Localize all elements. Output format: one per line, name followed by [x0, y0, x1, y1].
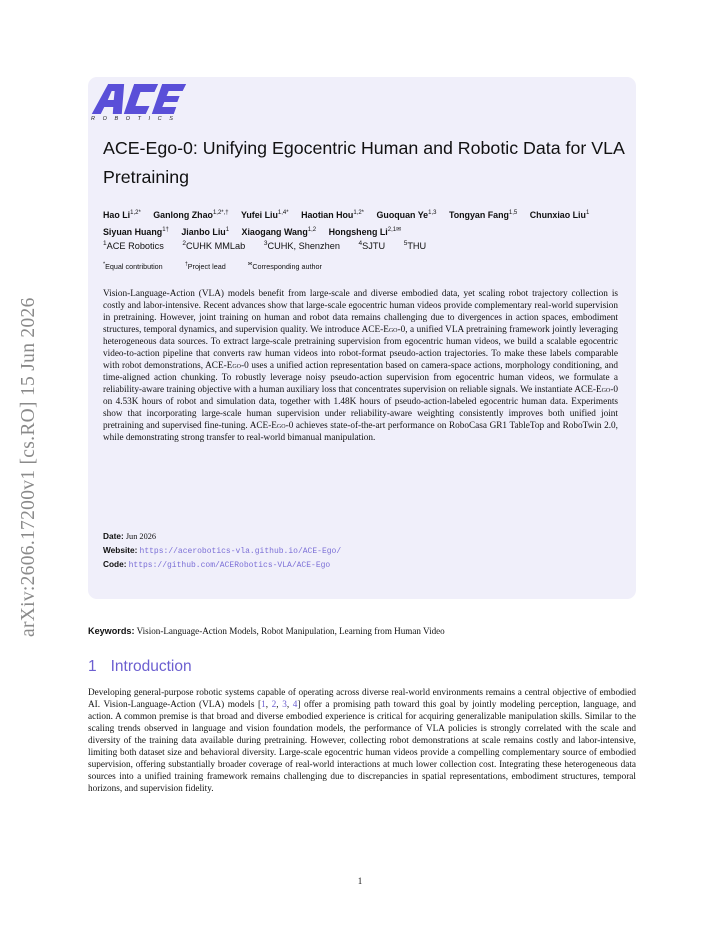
author-list: [103, 206, 633, 240]
website-link[interactable]: https://acerobotics-vla.github.io/ACE-Ego/: [139, 546, 342, 556]
author: Hao $Li^{1,2*}$: [103, 209, 141, 220]
author: Tongyan Fang$^{1,5}$: [448, 209, 518, 220]
date-line: Date: Jun 2026: [103, 531, 157, 541]
logo-subtext: ROBOTICS: [91, 116, 181, 122]
author-notes: [103, 262, 633, 271]
author: Xiaogang Wang$^{1,2}$: [241, 226, 317, 237]
keywords: Keywords: Vision-Language-Action Models, Robot Manipulation, Learning from Human Video: [88, 626, 445, 636]
paper-meta: [103, 530, 623, 573]
code-line: Code: https://github.com/ACERobotics-VLA/ACE-Ego: [103, 559, 331, 570]
paper-title: ACE-Ego-0: Unifying Egocentric Human and Robotic Data for VLA Pretraining: [103, 138, 624, 187]
abstract: Vision-Language-Action (VLA) models benefit from large-scale and diverse embodied data, yet scaling robot trajectory collection is costly and labor-intensive. Recent advances show that large-scale egocentric human videos provide complementary real-world supervision in pretraining. However, joint training on human and robot data remains challenging due to divergences in action spaces, embodiment structures, temporal dynamics, and supervision quality. We introduce ACE-Ego-0, a unified VLA pretraining framework jointly leveraging heterogeneous data sources. To extract large-scale pretraining supervision from egocentric human videos, we build a scalable egocentric video-to-action pipeline that converts raw human videos into robot-format pseudo-action trajectories. To make these labels comparable with robot demonstrations, ACE-Ego-0 uses a unified action representation based on camera-space actions, morphology conditioning, and time-aligned action chunking. To robustly leverage noisy pseudo-action supervision from egocentric human videos, we formulate a reliability-aware training objective with a human auxiliary loss that concentrates supervision on reliable signals. We instantiate ACE-Ego-0 on 4.53K hours of robot and simulation data, together with 1.48K hours of pseudo-action-labeled egocentric human data. Experiments show that incorporating large-scale human supervision under reliability-aware weighting consistently improves both unified joint pretraining and supervised fine-tuning. ACE-Ego-0 achieves state-of-the-art performance on RoboCasa GR1 TableTop and RoboTwin 2.0, while demonstrating strong transfer to real-world bimanual manipulation.: [103, 289, 618, 444]
author: Haotian Hou$^{1,2*}$: [301, 209, 365, 220]
affiliation: $^3$CUHK, Shenzhen: [263, 240, 340, 252]
citation-link[interactable]: 4: [292, 699, 298, 710]
author: Yufei Liu$^{1,4*}$: [240, 209, 289, 220]
citation-link[interactable]: 1: [261, 699, 266, 710]
arxiv-stamp: arXiv:2606.17200v1 [cs.RO] 15 Jun 2026: [18, 297, 39, 637]
page-number: 1: [357, 876, 363, 886]
website-line: Website: https://acerobotics-vla.github.io/ACE-Ego/: [103, 544, 342, 556]
affiliation: $^5$THU: [403, 240, 427, 252]
affiliation: $^2$CUHK MMLab: [182, 240, 246, 252]
author: Ganlong Zhao$^{1,2*,\dagger}$: [153, 209, 229, 220]
code-link[interactable]: https://github.com/ACERobotics-VLA/ACE-Ego: [128, 561, 331, 570]
note: ✉Corresponding author: [247, 262, 322, 272]
note: *Equal contribution: [103, 262, 163, 272]
section-heading: 1 Introduction: [88, 658, 192, 675]
intro-paragraph: Developing general-purpose robotic systems capable of operating across diverse real-world environments remains a central objective of embodied AI. Vision-Language-Action (VLA) models [1, 2, 3, 4] offer a promising path toward this goal by jointly modeling perception, language, and action. A common premise is that broad and diverse embodied experience is critical for acquiring generalizable manipulation skills. Similar to the scaling trends observed in language and vision foundation models, the performance of VLA policies is strongly correlated with the scale and diversity of the training data available during pretraining. However, collecting robot demonstrations at scale remains costly and labor-intensive, limiting both dataset size and behavioral diversity. Large-scale egocentric human videos provide a compelling complementary source of embodied supervision, offering substantially broader coverage of real-world interactions at much lower collection cost. Integrating these heterogeneous data sources into a unified training framework remains challenging due to discrepancies in spatial representations, embodiment structures, temporal horizons, and supervision fidelity.: [88, 688, 637, 794]
note: †Project lead: [184, 262, 226, 272]
author: Hongsheng $Li^{2,1✉}$: [328, 226, 402, 237]
citation-link[interactable]: 3: [282, 699, 287, 710]
affiliations: [103, 240, 633, 251]
affiliation: $^1$ACE Robotics: [103, 240, 164, 252]
author: Guoquan Ye$^{1,3}$: [376, 209, 437, 220]
author: Jianbo Liu$^1$: [181, 226, 230, 237]
citation-link[interactable]: 2: [271, 699, 277, 710]
author: Chunxiao Liu$^1$: [529, 209, 590, 220]
affiliation: $^4$SJTU: [358, 240, 386, 252]
author: Siyuan Huang$^{1\dagger}$: [103, 226, 169, 237]
